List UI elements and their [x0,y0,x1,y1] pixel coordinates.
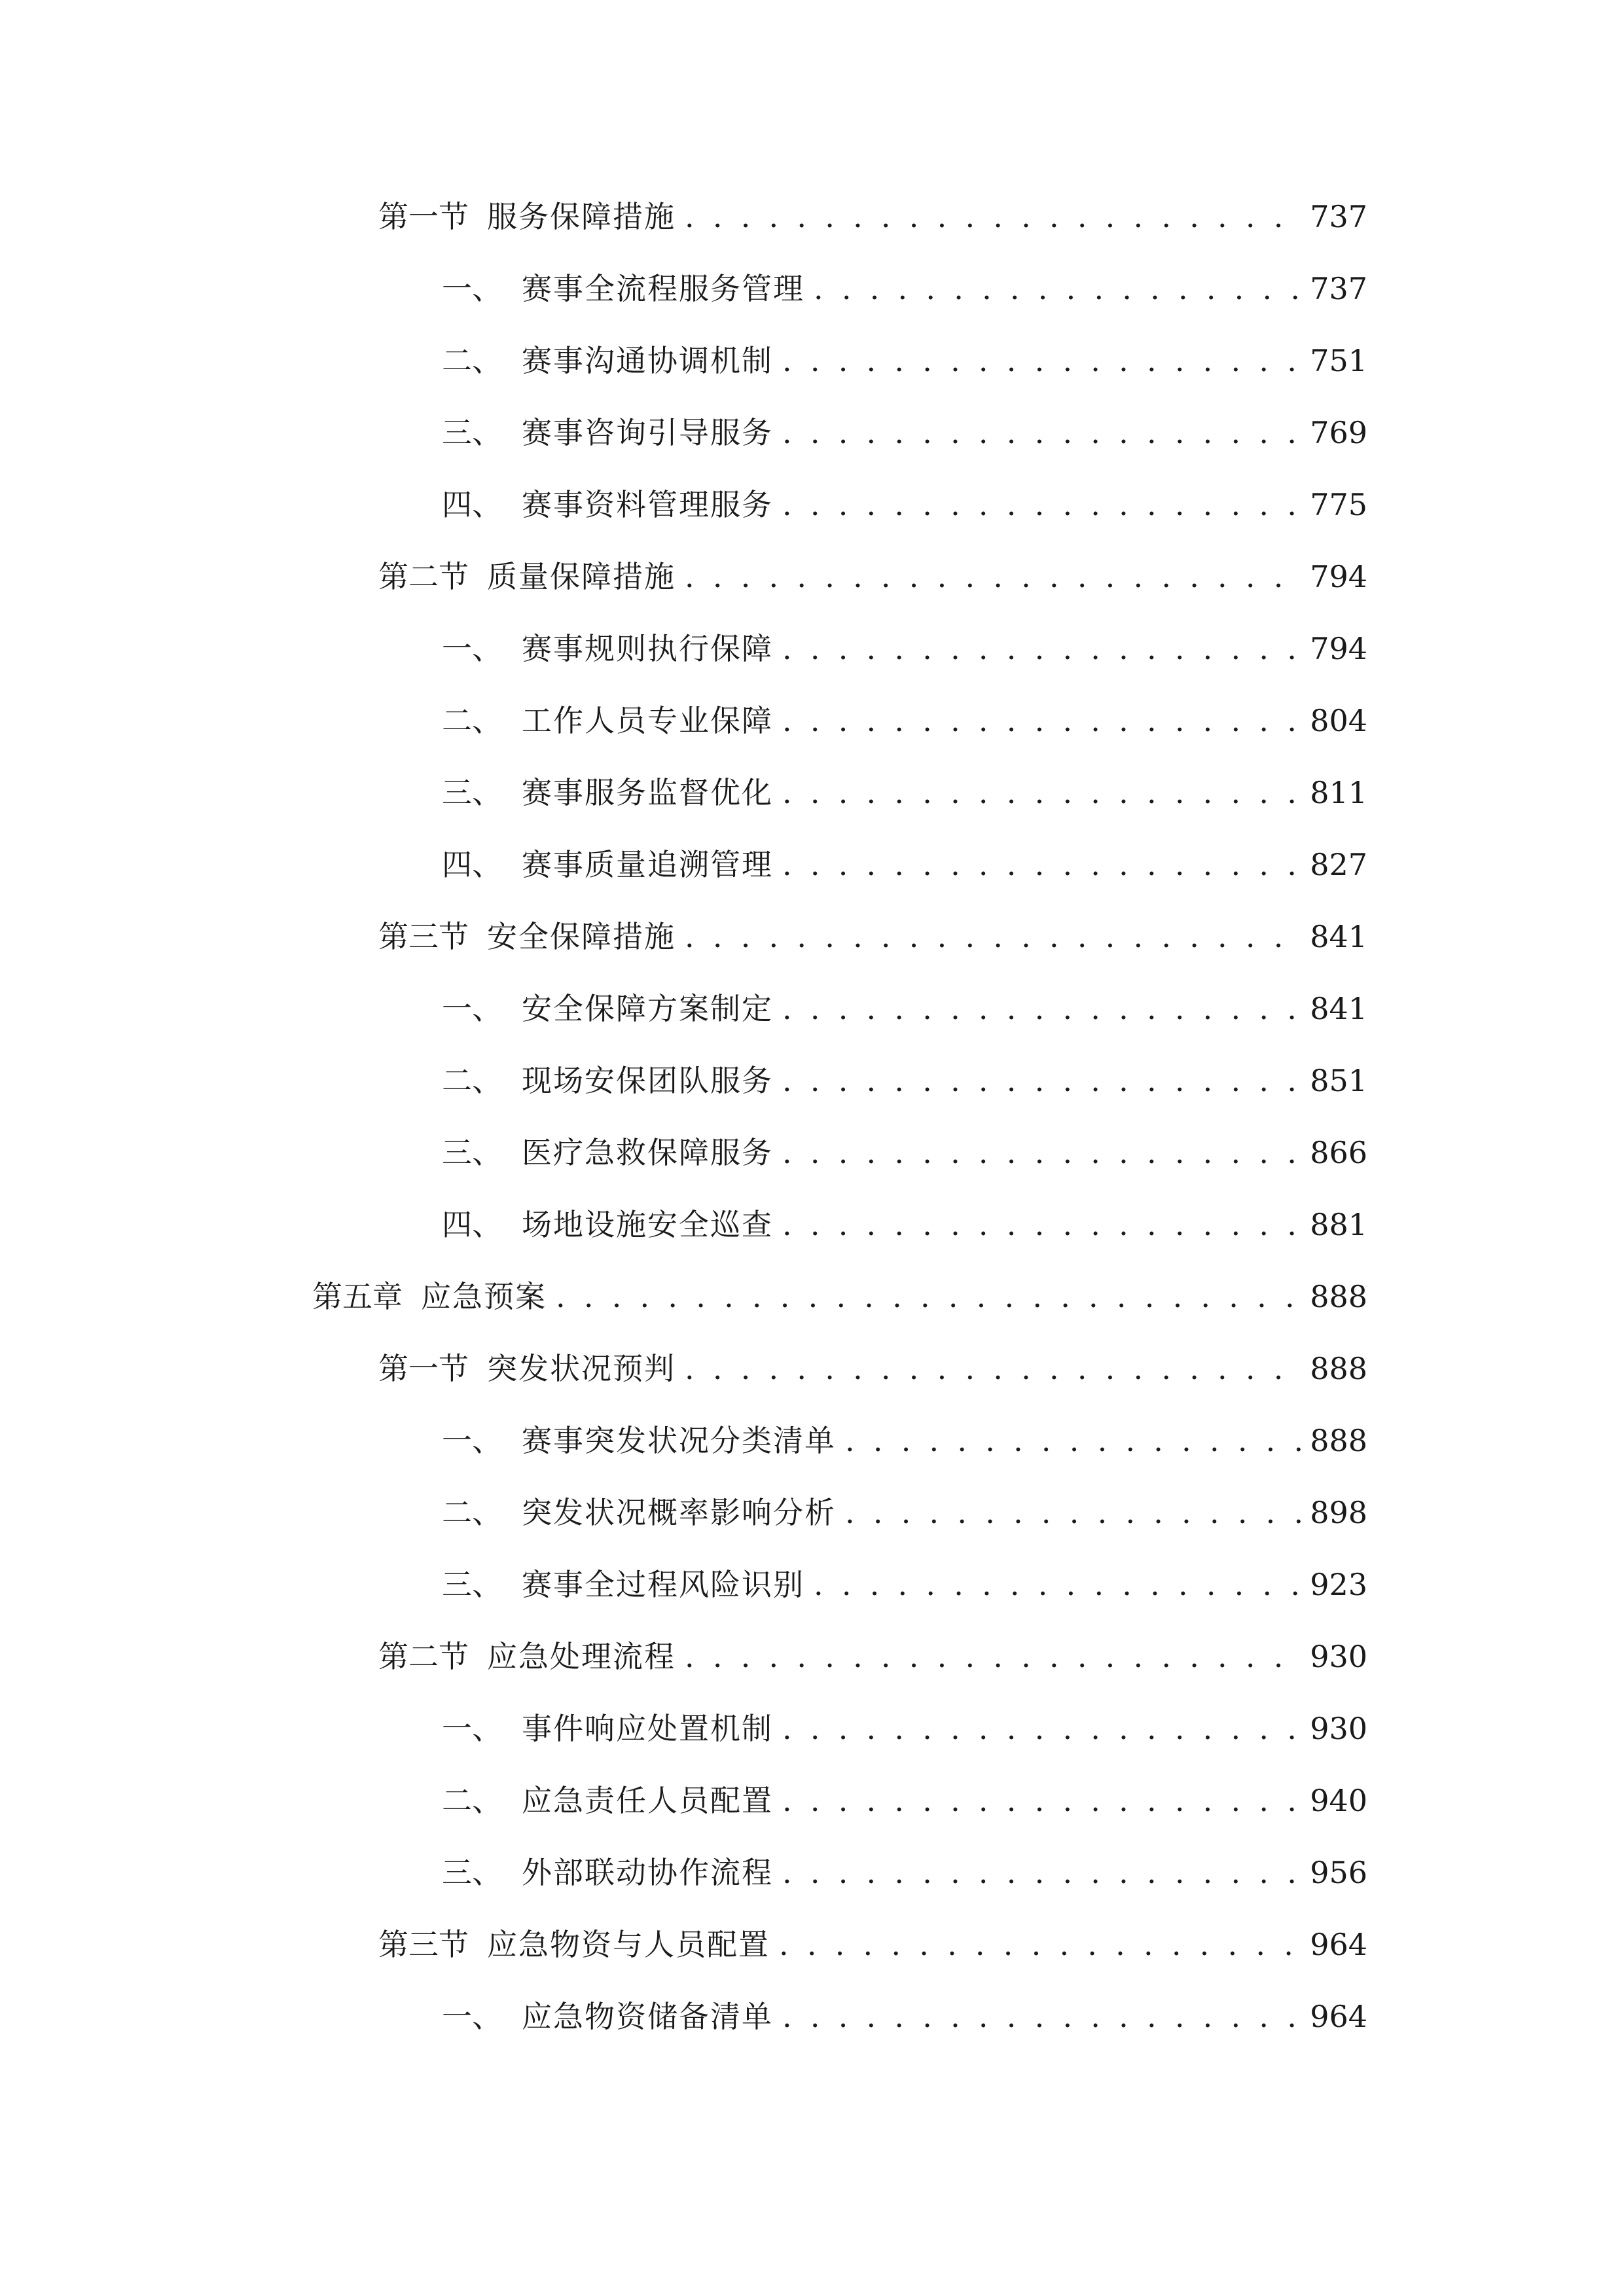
toc-entry-number: 一、 [442,991,502,1026]
dot-leader [685,914,1301,960]
toc-entry-page: 956 [1310,1855,1367,1890]
toc-entry-title: 应急处理流程 [487,1639,676,1674]
toc-entry-number: 二、 [442,1783,502,1818]
toc-entry-page: 851 [1310,1063,1367,1098]
toc-entry-title: 赛事资料管理服务 [522,487,773,522]
dot-leader [782,1994,1301,2039]
toc-entry-number: 第三节 [378,1927,469,1962]
dot-leader [782,842,1301,888]
toc-entry-number: 三、 [442,1135,502,1170]
toc-entry-page: 841 [1310,991,1367,1026]
toc-entry-number: 三、 [442,1855,502,1890]
toc-entry-page: 888 [1310,1351,1367,1386]
toc-entry-number: 第二节 [378,1639,469,1674]
toc-entry-number: 三、 [442,415,502,450]
toc-entry[interactable] [442,770,1367,816]
toc-entry-title: 安全保障措施 [487,919,676,954]
toc-entry[interactable] [312,1274,1367,1319]
dot-leader [685,554,1301,600]
toc-entry-number: 一、 [442,1423,502,1458]
toc-entry-number: 二、 [442,703,502,738]
toc-entry-number: 第二节 [378,559,469,594]
toc-entry[interactable] [378,1922,1367,1967]
toc-entry-number: 第三节 [378,919,469,954]
toc-entry[interactable] [378,1634,1367,1679]
toc-entry-title: 场地设施安全巡查 [522,1207,773,1242]
toc-entry-number: 一、 [442,1711,502,1746]
toc-entry-title: 应急物资储备清单 [522,1999,773,2034]
toc-entry-title: 应急物资与人员配置 [487,1927,770,1962]
toc-entry-title: 医疗急救保障服务 [522,1135,773,1170]
toc-entry[interactable] [442,698,1367,744]
dot-leader [814,266,1301,312]
toc-entry-page: 751 [1310,343,1367,378]
toc-entry-title: 突发状况预判 [487,1351,676,1386]
toc-entry-number: 第一节 [378,1351,469,1386]
toc-entry-title: 外部联动协作流程 [522,1855,773,1890]
toc-entry[interactable] [442,266,1367,312]
toc-entry-page: 881 [1310,1207,1367,1242]
toc-entry[interactable] [442,1778,1367,1823]
dot-leader [782,626,1301,672]
toc-entry[interactable] [442,626,1367,672]
toc-entry-number: 第一节 [378,199,469,234]
toc-entry[interactable] [378,1346,1367,1391]
dot-leader [814,1562,1301,1607]
dot-leader [556,1274,1301,1319]
dot-leader [782,1130,1301,1175]
toc-entry[interactable] [442,1706,1367,1751]
toc-entry-title: 赛事全过程风险识别 [522,1567,804,1602]
toc-entry[interactable] [442,1562,1367,1607]
toc-entry-title: 质量保障措施 [487,559,676,594]
dot-leader [782,1202,1301,1247]
toc-entry-page: 888 [1310,1423,1367,1458]
dot-leader [685,1634,1301,1679]
toc-entry-title: 赛事规则执行保障 [522,631,773,666]
toc-entry-page: 811 [1310,775,1367,810]
toc-entry[interactable] [442,482,1367,528]
dot-leader [782,338,1301,384]
toc-entry-number: 三、 [442,775,502,810]
toc-entry[interactable] [442,1202,1367,1247]
toc-entry-page: 737 [1310,271,1367,306]
dot-leader [779,1922,1301,1967]
dot-leader [782,698,1301,744]
toc-entry-number: 四、 [442,847,502,882]
toc-entry-title: 安全保障方案制定 [522,991,773,1026]
toc-entry-title: 事件响应处置机制 [522,1711,773,1746]
toc-entry[interactable] [378,554,1367,600]
toc-entry-page: 804 [1310,703,1367,738]
toc-entry-page: 898 [1310,1495,1367,1530]
toc-entry-page: 794 [1310,631,1367,666]
dot-leader [782,1706,1301,1751]
toc-entry-title: 赛事质量追溯管理 [522,847,773,882]
toc-entry-number: 二、 [442,1063,502,1098]
dot-leader [845,1418,1301,1463]
toc-entry-page: 769 [1310,415,1367,450]
dot-leader [782,1778,1301,1823]
toc-entry[interactable] [442,1490,1367,1535]
dot-leader [685,194,1301,240]
toc-entry-page: 964 [1310,1999,1367,2034]
dot-leader [845,1490,1301,1535]
toc-entry-number: 二、 [442,343,502,378]
toc-entry-number: 一、 [442,271,502,306]
toc-entry[interactable] [442,1994,1367,2039]
dot-leader [782,986,1301,1031]
dot-leader [782,1850,1301,1895]
toc-entry-title: 应急责任人员配置 [522,1783,773,1818]
toc-entry-page: 964 [1310,1927,1367,1962]
toc-entry-number: 四、 [442,487,502,522]
toc-entry-number: 一、 [442,631,502,666]
toc-entry-page: 794 [1310,559,1367,594]
toc-entry-title: 赛事咨询引导服务 [522,415,773,450]
toc-entry-number: 一、 [442,1999,502,2034]
toc-entry-page: 930 [1310,1711,1367,1746]
toc-entry-title: 赛事突发状况分类清单 [522,1423,836,1458]
toc-entry[interactable] [442,1850,1367,1895]
toc-entry-title: 突发状况概率影响分析 [522,1495,836,1530]
toc-entry-number: 二、 [442,1495,502,1530]
toc-entry[interactable] [442,410,1367,456]
toc-entry[interactable] [442,1418,1367,1463]
dot-leader [782,482,1301,528]
toc-entry[interactable] [378,914,1367,960]
toc-entry-page: 923 [1310,1567,1367,1602]
toc-entry-number: 四、 [442,1207,502,1242]
toc-entry[interactable] [442,338,1367,384]
toc-entry-number: 三、 [442,1567,502,1602]
toc-entry-page: 940 [1310,1783,1367,1818]
dot-leader [685,1346,1301,1391]
dot-leader [782,1058,1301,1103]
toc-entry-title: 服务保障措施 [487,199,676,234]
toc-entry-title: 赛事服务监督优化 [522,775,773,810]
toc-entry-title: 应急预案 [421,1279,547,1314]
toc-entry-page: 827 [1310,847,1367,882]
toc-entry-title: 赛事沟通协调机制 [522,343,773,378]
toc-entry-title: 工作人员专业保障 [522,703,773,738]
toc-entry[interactable] [442,842,1367,888]
toc-entry-page: 841 [1310,919,1367,954]
toc-entry-page: 866 [1310,1135,1367,1170]
toc-entry[interactable] [442,1058,1367,1103]
toc-entry-title: 现场安保团队服务 [522,1063,773,1098]
toc-entry-title: 赛事全流程服务管理 [522,271,804,306]
toc-entry-page: 775 [1310,487,1367,522]
dot-leader [782,410,1301,456]
toc-entry-page: 737 [1310,199,1367,234]
toc-entry[interactable] [442,1130,1367,1175]
toc-entry-page: 930 [1310,1639,1367,1674]
toc-entry-number: 第五章 [312,1279,403,1314]
toc-entry-page: 888 [1310,1279,1367,1314]
toc-entry[interactable] [442,986,1367,1031]
dot-leader [782,770,1301,816]
toc-entry[interactable] [378,194,1367,240]
